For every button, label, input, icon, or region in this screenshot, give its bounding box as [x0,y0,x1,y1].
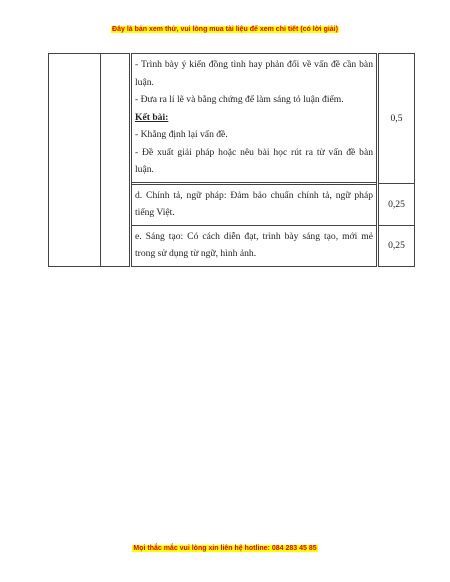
scoring-table [48,53,415,267]
hotline-text: Mọi thắc mắc vui lòng xin liên hệ hotline: 084 283 45 85 [133,545,317,552]
criteria-line: - Đề xuất giải pháp hoặc nêu bài học rút ra từ vấn đề bàn luận. [135,146,373,175]
empty-cell-part [49,54,101,267]
table-row [49,54,415,184]
spelling-grammar-criterion: d. Chính tả, ngữ pháp: Đảm bảo chuẩn chính tả, ngữ pháp tiếng Việt. [135,189,373,218]
preview-notice-text: Đây là bản xem thử, vui lòng mua tài liệu để xem chi tiết (có lời giải) [112,26,338,33]
hotline-banner [0,545,450,552]
criteria-cell [131,183,378,225]
criteria-cell [131,54,378,184]
preview-notice-banner [0,26,450,33]
score-cell: 0,25 [378,225,415,266]
criteria-cell [131,225,378,266]
criteria-line: - Đưa ra lí lẽ và bằng chứng để làm sáng tỏ luận điểm. [135,94,344,105]
criteria-line: - Trình bày ý kiến đồng tình hay phản đối về vấn đề cần bàn luận. [135,59,373,88]
score-cell: 0,5 [378,54,415,184]
criteria-line: - Khẳng định lại vấn đề. [135,129,228,140]
conclusion-heading: Kết bài: [135,111,169,123]
creativity-criterion: e. Sáng tạo: Có cách diễn đạt, trình bày sáng tạo, mới mẻ trong sử dụng từ ngữ, hình ảnh. [135,230,373,259]
empty-cell-section [101,54,131,267]
score-cell: 0,25 [378,183,415,225]
